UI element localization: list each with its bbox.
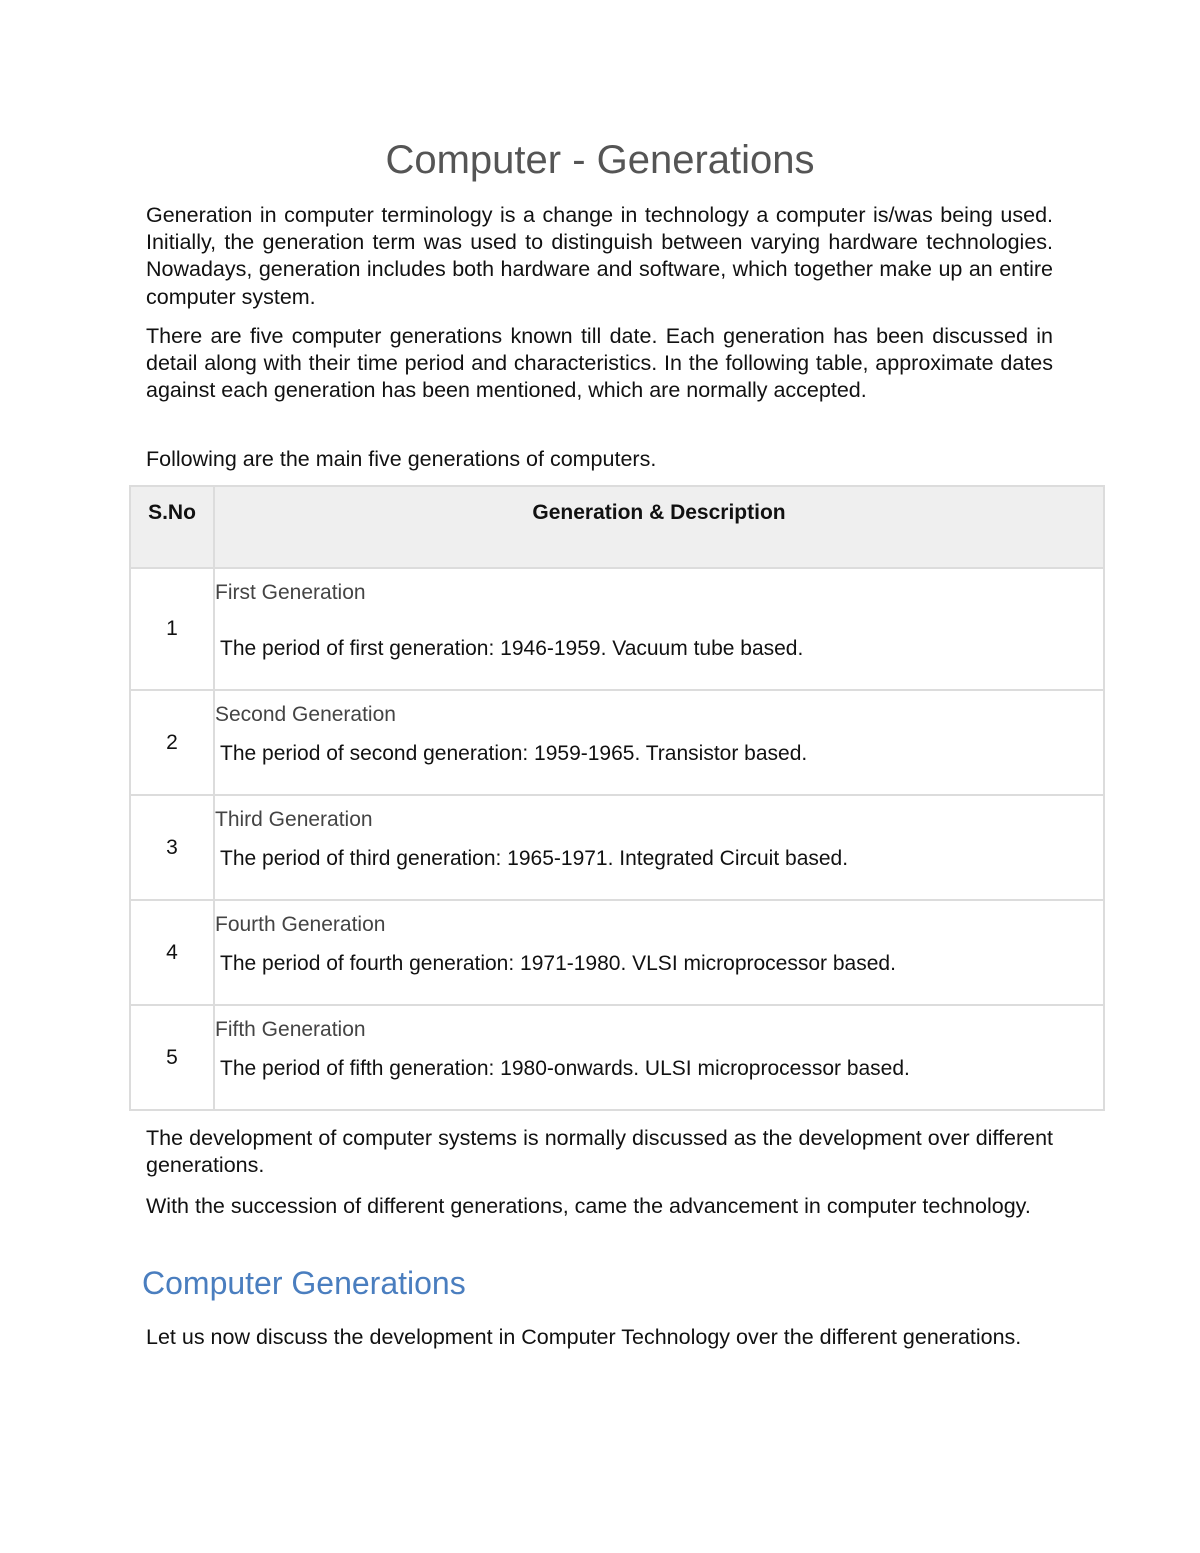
section-heading: Computer Generations — [142, 1265, 466, 1301]
intro-paragraph-1: Generation in computer terminology is a change in technology a computer is/was being used. Initially, the generation term was used to distinguish between varying hardware technologies. Nowadays, generation includes both hardware and software, which together make up an entire computer system. — [146, 203, 1053, 309]
row-description-cell — [214, 900, 1104, 1005]
intro-paragraph-3: Following are the main five generations of computers. — [146, 447, 657, 471]
row-description-cell — [214, 568, 1104, 690]
generation-description: The period of first generation: 1946-1959. Vacuum tube based. — [220, 637, 804, 660]
after-table-paragraph-2: With the succession of different generations, came the advancement in computer technology. — [146, 1194, 1031, 1218]
header-sno: S.No — [130, 486, 214, 568]
table-row — [130, 1005, 1104, 1110]
generation-description: The period of fifth generation: 1980-onwards. ULSI microprocessor based. — [220, 1057, 910, 1080]
generation-name: First Generation — [215, 581, 366, 604]
table-header-row — [130, 486, 1104, 568]
intro-paragraph-2: There are five computer generations known till date. Each generation has been discussed in detail along with their time period and characteristics. In the following table, approximate dates against each generation has been mentioned, which are normally accepted. — [146, 324, 1053, 403]
row-sno: 2 — [130, 690, 214, 795]
generations-table — [129, 485, 1105, 1111]
generation-description: The period of second generation: 1959-1965. Transistor based. — [220, 742, 808, 765]
section-paragraph: Let us now discuss the development in Computer Technology over the different generations. — [146, 1325, 1022, 1349]
after-table-paragraph-1: The development of computer systems is normally discussed as the development over different generations. — [146, 1126, 1053, 1178]
row-sno: 3 — [130, 795, 214, 900]
page-title: Computer - Generations — [385, 138, 815, 182]
generation-name: Fourth Generation — [215, 913, 386, 936]
generation-name: Second Generation — [215, 703, 396, 726]
table-row — [130, 900, 1104, 1005]
table-row — [130, 690, 1104, 795]
generation-name: Fifth Generation — [215, 1018, 366, 1041]
row-sno: 5 — [130, 1005, 214, 1110]
row-sno: 4 — [130, 900, 214, 1005]
row-description-cell — [214, 795, 1104, 900]
row-description-cell — [214, 690, 1104, 795]
generation-description: The period of fourth generation: 1971-1980. VLSI microprocessor based. — [220, 952, 896, 975]
table-row — [130, 568, 1104, 690]
row-description-cell — [214, 1005, 1104, 1110]
row-sno: 1 — [130, 568, 214, 690]
generation-description: The period of third generation: 1965-1971. Integrated Circuit based. — [220, 847, 849, 870]
header-generation-description: Generation & Description — [214, 486, 1104, 568]
table-row — [130, 795, 1104, 900]
generation-name: Third Generation — [215, 808, 373, 831]
